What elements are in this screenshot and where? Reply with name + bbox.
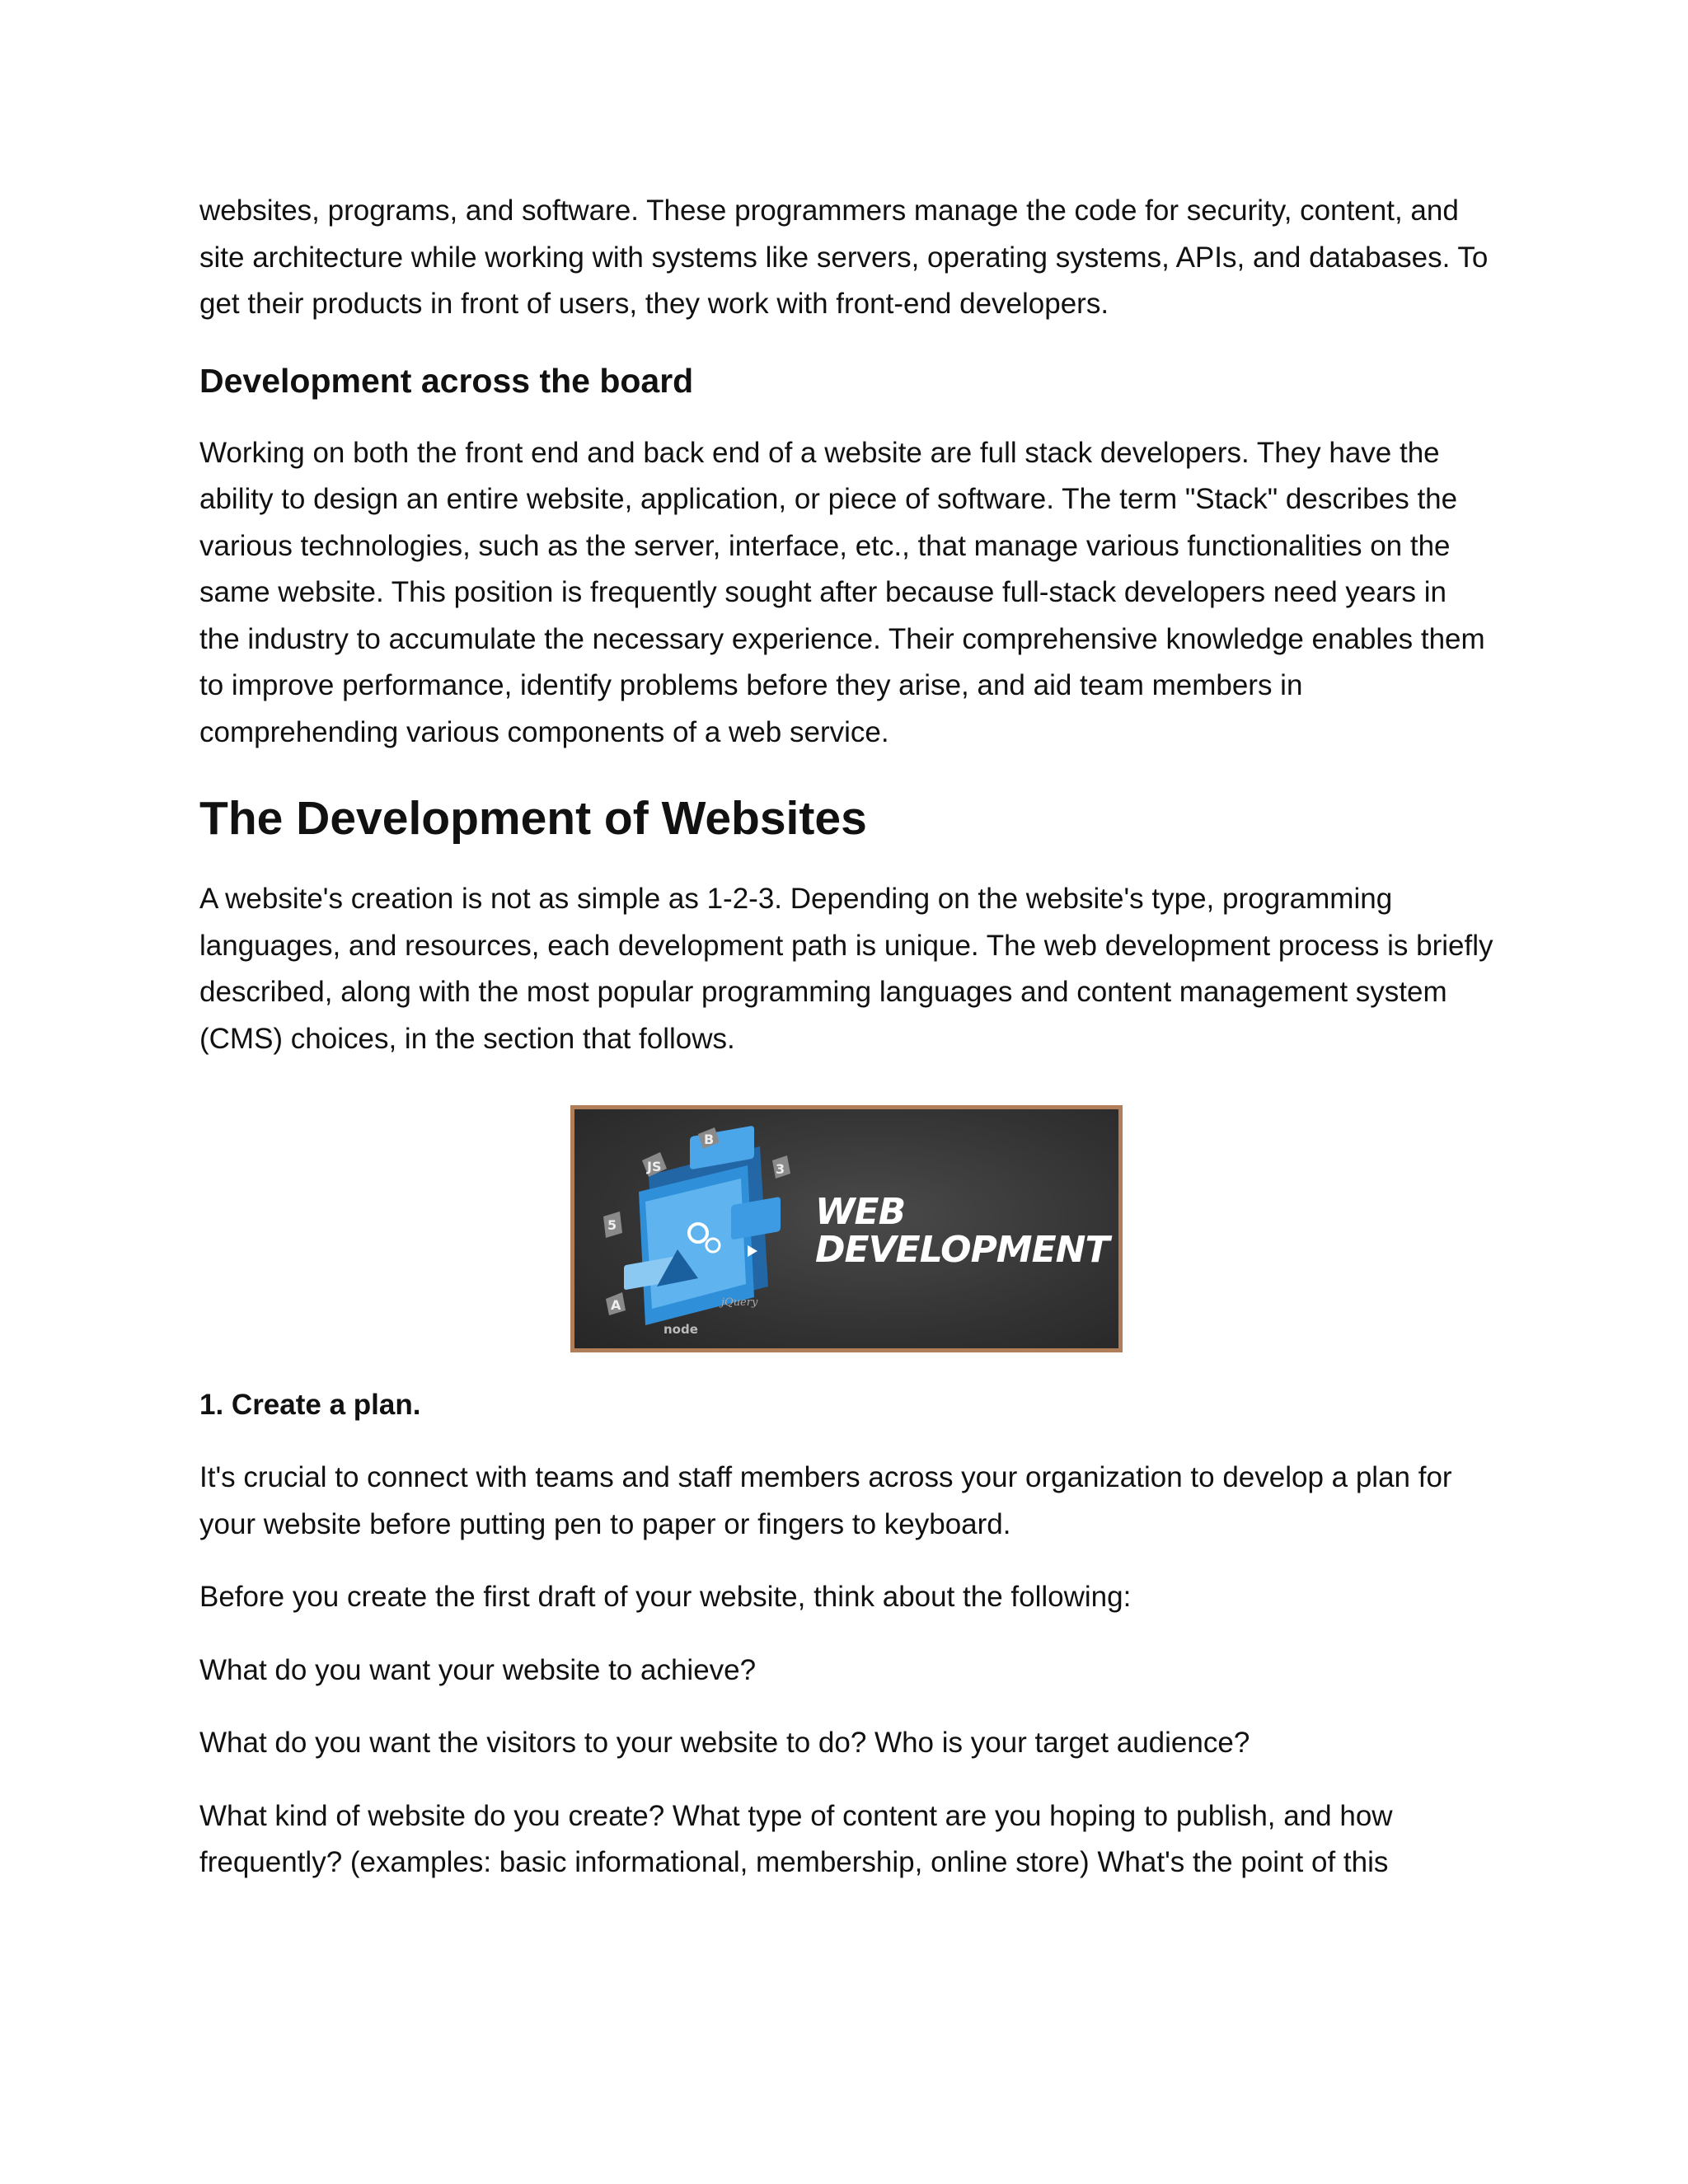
angular-icon: A — [611, 1297, 621, 1313]
node-icon: node — [663, 1322, 698, 1337]
question-1: What do you want your website to achieve? — [199, 1653, 757, 1686]
web-development-image — [570, 1105, 1123, 1352]
section-paragraph: A website's creation is not as simple as 1-2-3. Depending on the website's type, programming languages, and resources, each development path is unique. The web development process is briefly described, along with the most popular programming languages and content management system (CMS) choices, in the section that follows. — [199, 883, 1493, 1055]
html5-icon: 5 — [607, 1217, 617, 1233]
jquery-icon: jQuery — [721, 1296, 758, 1309]
js-icon: JS — [647, 1159, 662, 1174]
intro-paragraph: websites, programs, and software. These programmers manage the code for security, content, and site architecture while working with systems like servers, operating systems, APIs, and databases. To get their products in front of users, they work with front-end developers. — [199, 194, 1489, 320]
css3-icon: 3 — [776, 1161, 785, 1177]
bootstrap-icon: B — [704, 1132, 715, 1147]
document-page — [199, 188, 1493, 1886]
question-3: What kind of website do you create? What type of content are you hoping to publish, and how frequently? (examples: basic informational, membership, online store) What's the point of this — [199, 1799, 1393, 1878]
figure-title-line2: DEVELOPMENT — [815, 1229, 1109, 1271]
full-stack-paragraph: Working on both the front end and back end of a website are full stack developers. They have the ability to design an entire website, application, or piece of software. The term "Stack" describes the various technologies, such as the server, interface, etc., that manage various functionalities on the same website. This position is frequently sought after because full-stack developers need years in the industry to accumulate the necessary experience. Their comprehensive knowledge enables them to improve performance, identify problems before they arise, and aid team members in comprehending various components of a web service. — [199, 436, 1485, 748]
step1-heading: 1. Create a plan. — [199, 1389, 421, 1421]
consider-paragraph: Before you create the first draft of your website, think about the following: — [199, 1581, 1132, 1613]
section-heading: The Development of Websites — [199, 792, 867, 845]
question-2: What do you want the visitors to your website to do? Who is your target audience? — [199, 1727, 1250, 1759]
full-stack-heading: Development across the board — [199, 361, 694, 400]
figure-title — [815, 1193, 1109, 1269]
figure-title-line1: WEB — [815, 1191, 906, 1233]
figure-container — [199, 1105, 1493, 1352]
step1-paragraph: It's crucial to connect with teams and staff members across your organization to develop a plan for your website before putting pen to paper or fingers to keyboard. — [199, 1461, 1452, 1540]
